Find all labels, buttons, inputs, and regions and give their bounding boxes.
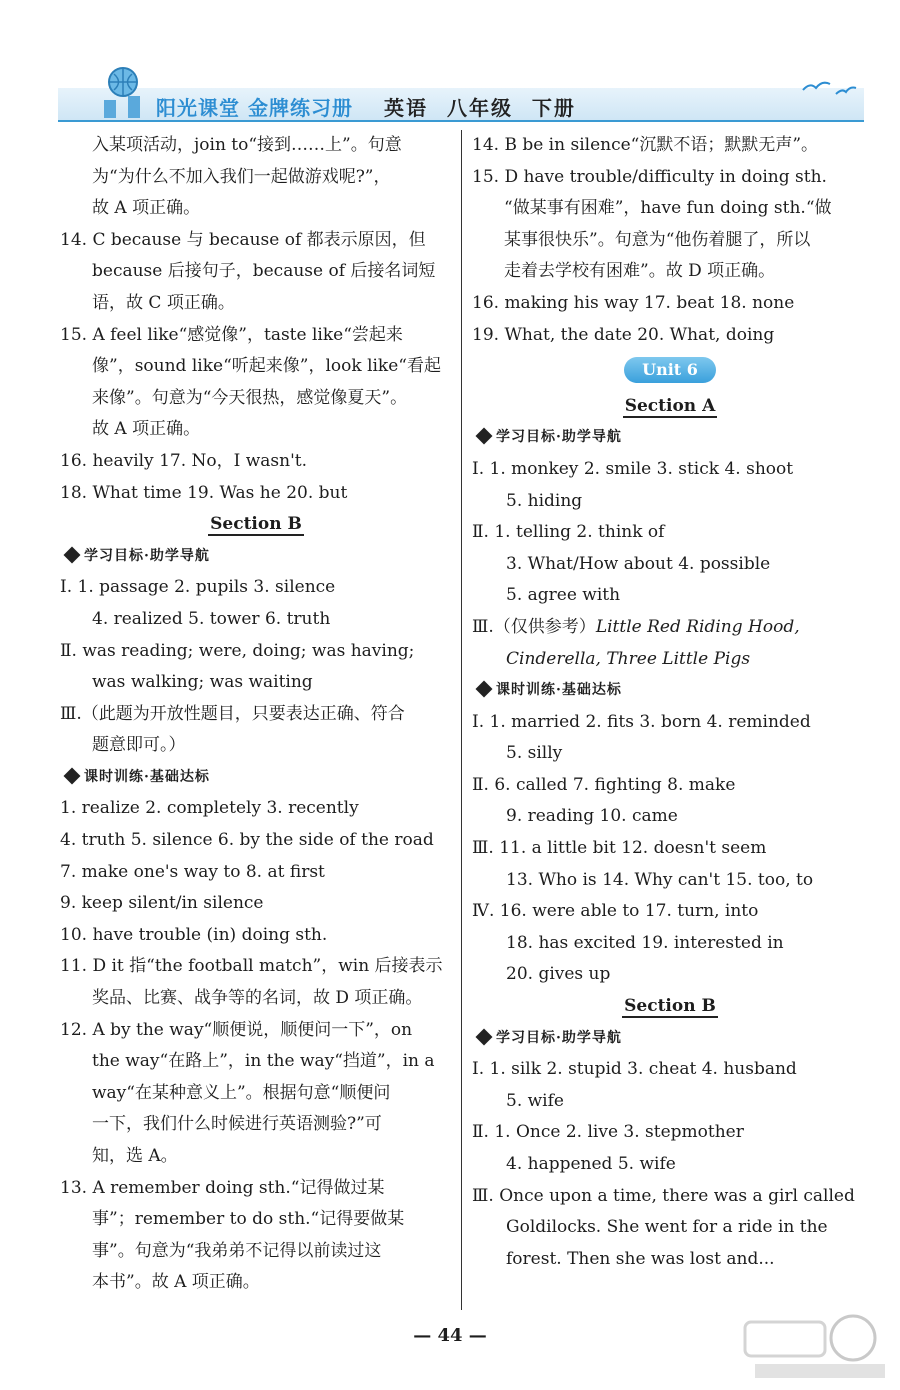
- answer-line: Ⅲ. Once upon a time, there was a girl called: [472, 1185, 855, 1206]
- answer-line: Ⅱ. 6. called 7. fighting 8. make: [472, 774, 736, 795]
- unit-banner: [472, 355, 868, 387]
- page-header: [58, 58, 864, 126]
- answer-line: 像”，sound like“听起来像”，look like“看起: [92, 356, 441, 377]
- answer-line: 16. heavily 17. No，I wasn't.: [60, 450, 308, 471]
- nav-heading: 课时训练·基础达标: [472, 675, 868, 707]
- answer-line: 10. have trouble (in) doing sth.: [60, 924, 328, 945]
- answer-line: Ⅰ. 1. monkey 2. smile 3. stick 4. shoot: [472, 458, 794, 479]
- answer-line: Ⅱ. 1. Once 2. live 3. stepmother: [472, 1122, 744, 1143]
- diamond-icon: [476, 1028, 493, 1045]
- globe-logo-icon: [98, 62, 148, 118]
- answer-line: Ⅱ. was reading; were, doing; was having;: [60, 640, 415, 661]
- answer-line: 事”；remember to do sth.“记得要做某: [92, 1209, 405, 1230]
- answer-line: 知，选 A。: [92, 1146, 178, 1166]
- answer-line: 为“为什么不加入我们一起做游戏呢?”，: [92, 166, 391, 187]
- answer-line: 14. C because 与 because of 都表示原因，但: [60, 229, 426, 250]
- diamond-icon: [64, 767, 81, 784]
- section-b-title: Section B: [624, 996, 716, 1017]
- answer-line: 13. A remember doing sth.“记得做过某: [60, 1177, 385, 1198]
- answer-line: 19. What, the date 20. What, doing: [472, 324, 775, 345]
- answer-line: 故 A 项正确。: [92, 198, 201, 219]
- answer-line: 15. D have trouble/difficulty in doing sth.: [472, 166, 827, 187]
- answer-line: 20. gives up: [506, 964, 611, 985]
- answer-line: 18. What time 19. Was he 20. but: [60, 482, 348, 503]
- answer-line: Ⅰ. 1. passage 2. pupils 3. silence: [60, 577, 336, 598]
- answer-line: 3. What/How about 4. possible: [506, 553, 771, 574]
- answer-line: 故 A 项正确。: [92, 419, 201, 440]
- answer-line: Ⅰ. 1. silk 2. stupid 3. cheat 4. husband: [472, 1059, 797, 1080]
- answer-line: 来像”。句意为“今天很热，感觉像夏天”。: [92, 387, 408, 408]
- answer-line: 某事很快乐”。句意为“他伤着腿了，所以: [504, 229, 811, 250]
- answer-line: 11. D it 指“the football match”，win 后接表示: [60, 956, 443, 977]
- nav-heading: 学习目标·助学导航: [472, 1023, 868, 1055]
- answer-line: 9. keep silent/in silence: [60, 893, 264, 914]
- left-column: [60, 130, 452, 1299]
- answer-line: Ⅱ. 1. telling 2. think of: [472, 522, 665, 543]
- answer-line: Ⅳ. 16. were able to 17. turn, into: [472, 901, 759, 922]
- nav-heading: 学习目标·助学导航: [60, 541, 452, 573]
- answer-line: Cinderella, Three Little Pigs: [506, 648, 751, 669]
- answer-line: 本书”。故 A 项正确。: [92, 1272, 260, 1293]
- answer-line: was walking; was waiting: [92, 672, 313, 693]
- birds-icon: [798, 72, 858, 102]
- answer-line: 16. making his way 17. beat 18. none: [472, 292, 795, 313]
- answer-line: 走着去学校有困难”。故 D 项正确。: [504, 261, 776, 282]
- answer-line: 5. agree with: [506, 585, 621, 606]
- answer-line: 5. hiding: [506, 490, 583, 511]
- answer-line: “做某事有困难”，have fun doing sth.“做: [504, 198, 832, 219]
- answer-line: 9. reading 10. came: [506, 806, 678, 827]
- section-a-title: Section A: [624, 395, 716, 416]
- answer-line: 1. realize 2. completely 3. recently: [60, 798, 359, 819]
- answer-line: 5. silly: [506, 743, 563, 764]
- watermark-logo-icon: [735, 1312, 895, 1384]
- nav-heading: 学习目标·助学导航: [472, 422, 868, 454]
- answer-line: 15. A feel like“感觉像”，taste like“尝起来: [60, 324, 403, 345]
- answer-line: 语，故 C 项正确。: [92, 292, 235, 313]
- page-number: — 44 —: [413, 1325, 487, 1346]
- answer-line: Ⅰ. 1. married 2. fits 3. born 4. reminded: [472, 711, 811, 732]
- answer-line: 题意即可。）: [92, 735, 186, 756]
- answer-line: 奖品、比赛、战争等的名词，故 D 项正确。: [92, 988, 423, 1009]
- answer-line: Ⅲ. 11. a little bit 12. doesn't seem: [472, 838, 767, 859]
- diamond-icon: [476, 681, 493, 698]
- answer-line: 4. truth 5. silence 6. by the side of the road: [60, 830, 434, 851]
- header-subject: 英语 八年级 下册: [384, 96, 576, 120]
- header-brand: 阳光课堂 金牌练习册: [156, 96, 353, 120]
- right-column: [472, 130, 868, 1275]
- answer-line: because 后接句子，because of 后接名词短: [92, 261, 436, 282]
- answer-line: Ⅲ.（仅供参考）Little Red Riding Hood,: [472, 616, 800, 637]
- column-divider: [461, 130, 462, 1310]
- answer-line: 18. has excited 19. interested in: [506, 932, 784, 953]
- answer-line: Ⅲ.（此题为开放性题目，只要表达正确、符合: [60, 703, 405, 724]
- answer-line: Goldilocks. She went for a ride in the: [506, 1217, 828, 1238]
- answer-line: the way“在路上”，in the way“挡道”，in a: [92, 1051, 435, 1072]
- answer-line: 4. happened 5. wife: [506, 1154, 676, 1174]
- answer-line: 入某项活动，join to“接到……上”。句意: [92, 135, 402, 155]
- answer-line: 14. B be in silence“沉默不语；默默无声”。: [472, 135, 819, 155]
- answer-line: 4. realized 5. tower 6. truth: [92, 608, 331, 629]
- answer-line: 12. A by the way“顺便说，顺便问一下”，on: [60, 1019, 413, 1040]
- answer-line: 7. make one's way to 8. at first: [60, 861, 325, 882]
- section-b-title: Section B: [210, 514, 302, 535]
- answer-line: 一下，我们什么时候进行英语测验?”可: [92, 1114, 382, 1135]
- diamond-icon: [476, 428, 493, 445]
- nav-heading: 课时训练·基础达标: [60, 762, 452, 794]
- answer-line: 13. Who is 14. Why can't 15. too, to: [506, 869, 814, 890]
- answer-line: 5. wife: [506, 1090, 564, 1111]
- answer-line: 事”。句意为“我弟弟不记得以前读过这: [92, 1240, 382, 1261]
- answer-line: forest. Then she was lost and...: [506, 1248, 775, 1269]
- answer-line: way“在某种意义上”。根据句意“顺便问: [92, 1082, 391, 1103]
- unit-badge: Unit 6: [624, 357, 716, 383]
- diamond-icon: [64, 546, 81, 563]
